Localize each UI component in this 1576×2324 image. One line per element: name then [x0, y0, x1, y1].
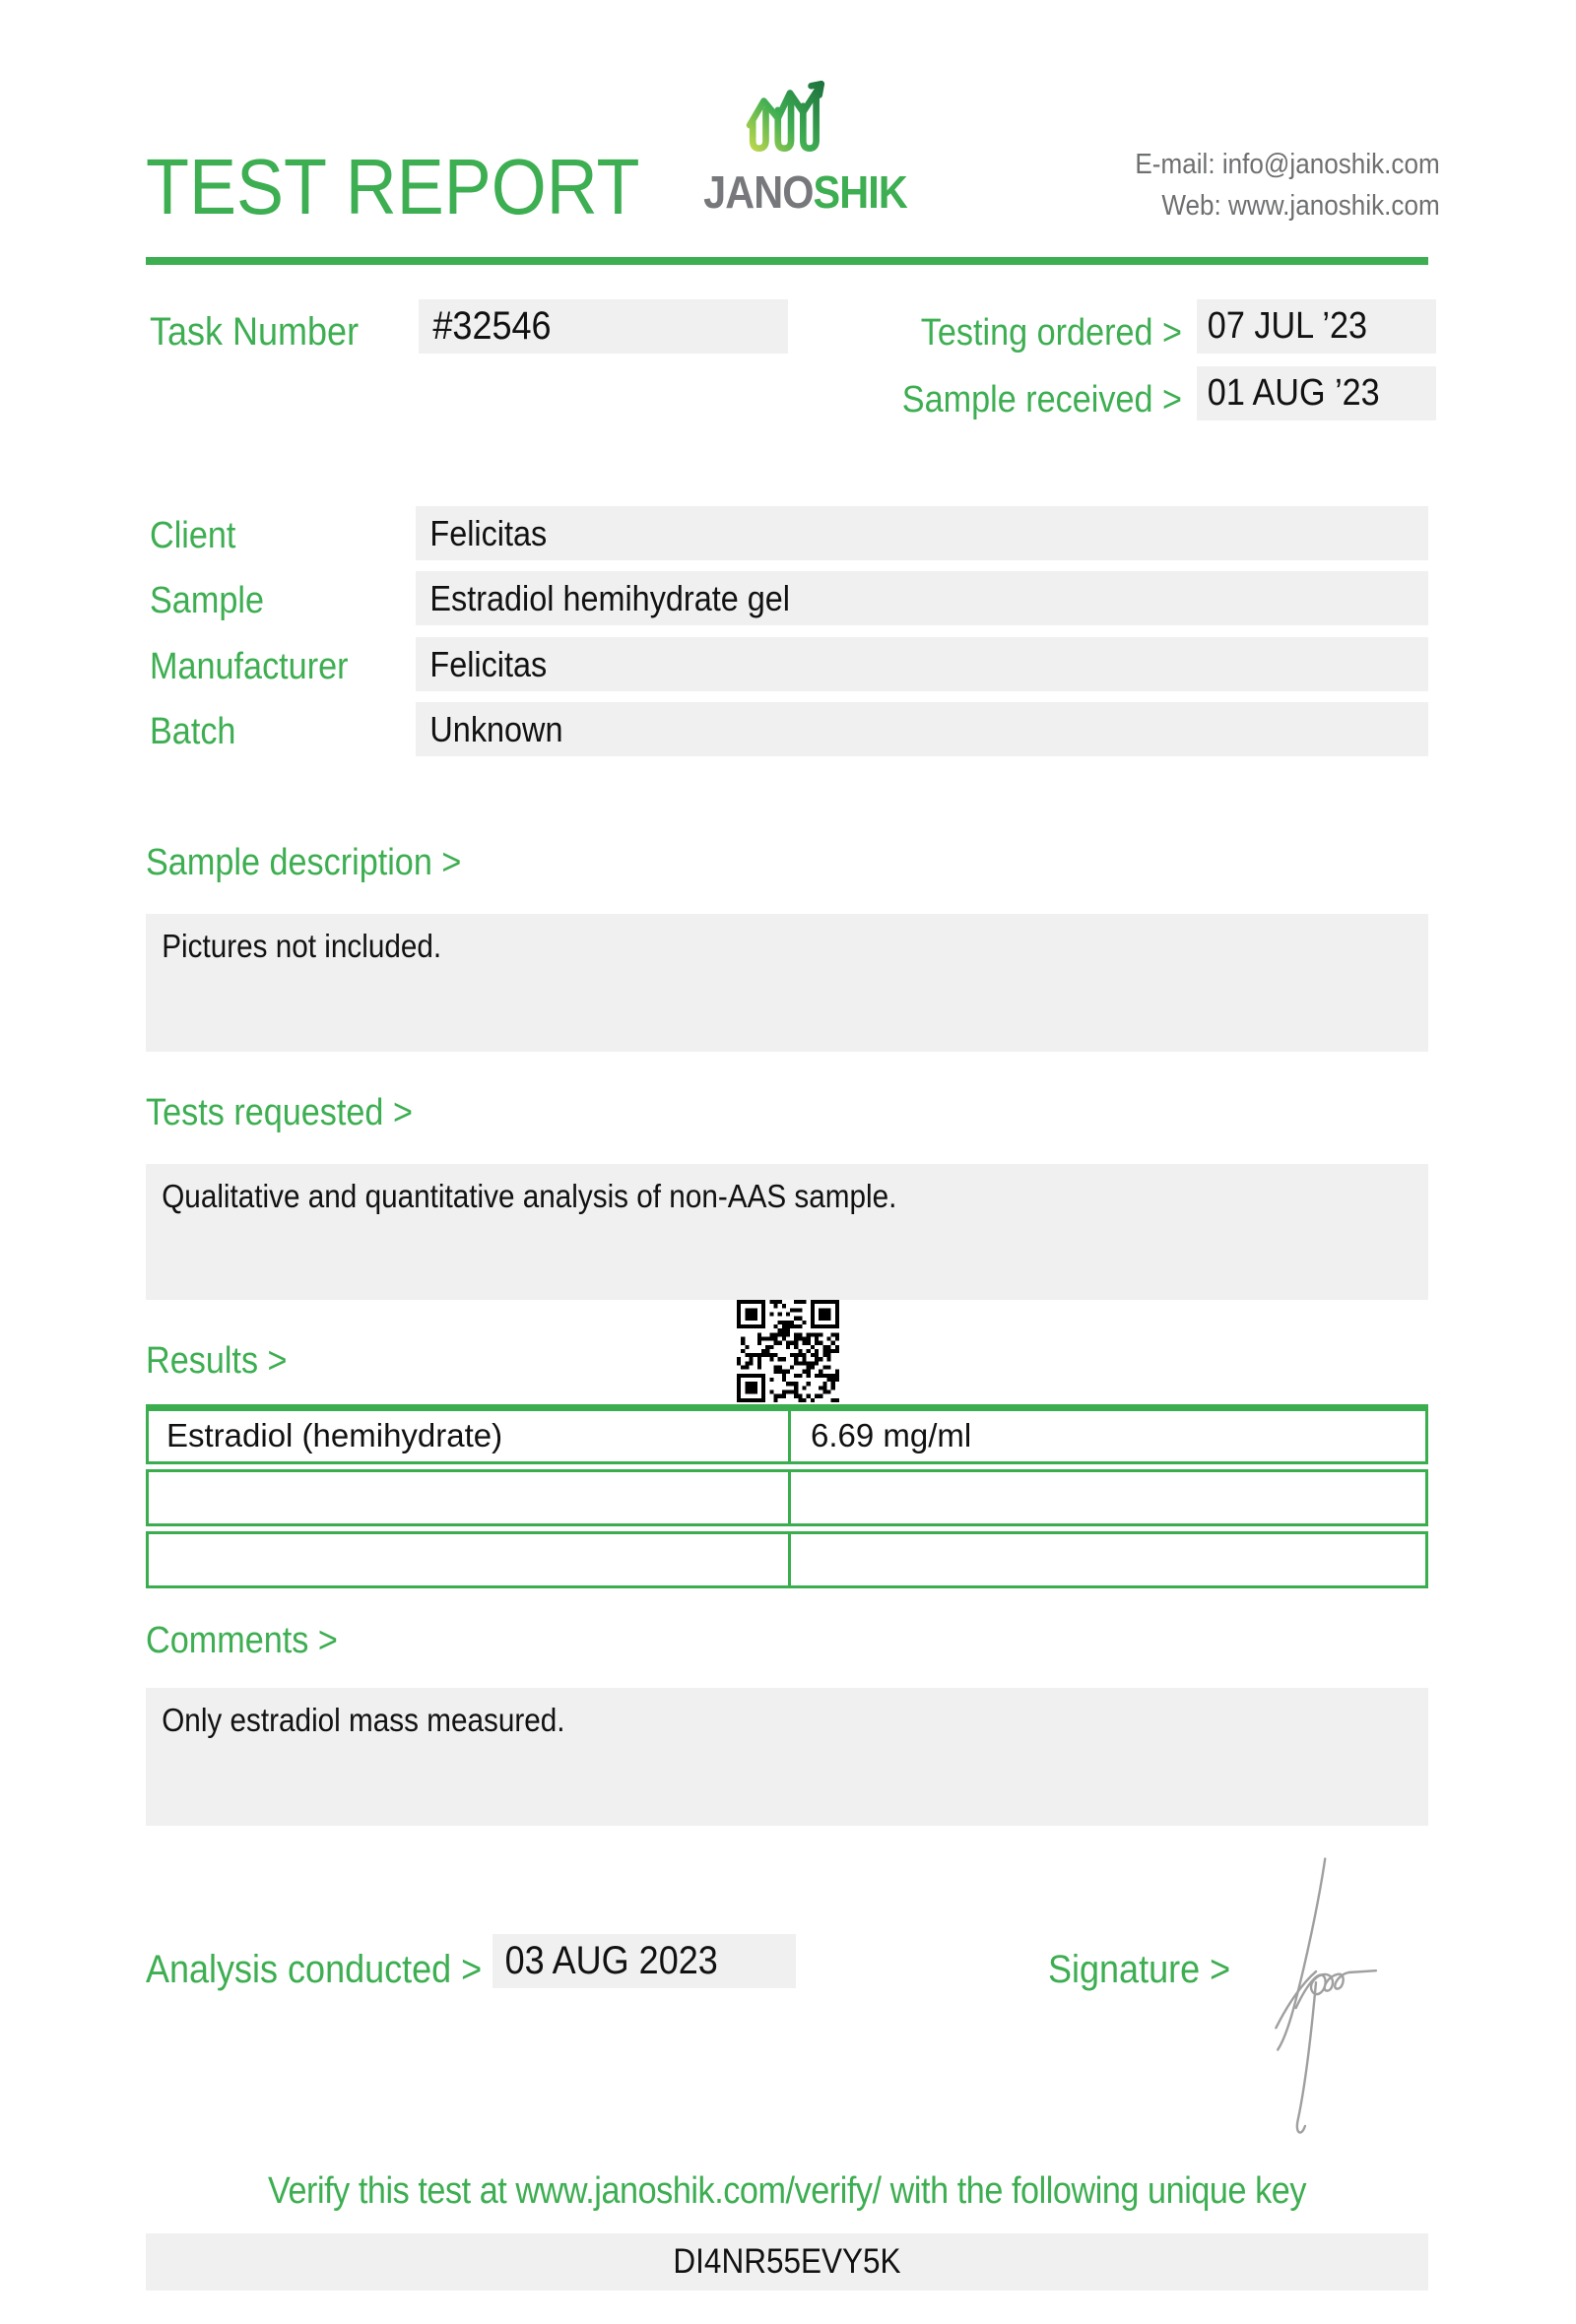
sample-description-heading: Sample description >	[146, 842, 462, 883]
verify-key-value: DI4NR55EVY5K	[673, 2242, 901, 2281]
table-cell-result: 6.69 mg/ml	[811, 1417, 972, 1453]
tests-requested-box	[146, 1164, 1428, 1300]
info-value-batch: Unknown	[429, 709, 563, 749]
table-row	[146, 1469, 1428, 1526]
table-row	[146, 1531, 1428, 1588]
sample-description-text: Pictures not included.	[162, 928, 442, 964]
table-cell-analyte: Estradiol (hemihydrate)	[149, 1411, 791, 1461]
signature-label: Signature >	[1048, 1948, 1231, 1991]
contact-email: E-mail: info@janoshik.com	[1135, 149, 1440, 180]
table-cell-analyte	[149, 1534, 791, 1585]
table-row	[146, 1404, 1428, 1464]
tests-requested-text: Qualitative and quantitative analysis of non-AAS sample.	[162, 1178, 897, 1214]
qr-code	[737, 1300, 839, 1402]
info-label-client: Client	[150, 515, 236, 556]
verify-key-box	[146, 2233, 1428, 2291]
analysis-date-box	[492, 1934, 796, 1988]
page-title: TEST REPORT	[146, 143, 640, 230]
logo-chart-icon	[745, 77, 833, 158]
info-label-batch: Batch	[150, 711, 236, 752]
results-heading: Results >	[146, 1340, 288, 1382]
task-number-label: Task Number	[150, 310, 360, 354]
table-cell-result	[791, 1534, 1425, 1585]
sample-received-value: 01 AUG ’23	[1207, 372, 1380, 414]
task-number-box	[419, 299, 788, 354]
info-box-batch	[416, 702, 1428, 756]
info-box-sample	[416, 571, 1428, 625]
table-cell-result	[791, 1472, 1425, 1523]
sample-description-box	[146, 914, 1428, 1052]
comments-box	[146, 1688, 1428, 1826]
table-cell-analyte	[149, 1472, 791, 1523]
sample-received-label: Sample received >	[901, 379, 1182, 420]
signature-image	[1269, 1853, 1387, 2139]
info-label-manufacturer: Manufacturer	[150, 646, 349, 687]
info-value-client: Felicitas	[429, 513, 548, 553]
contact-web: Web: www.janoshik.com	[1161, 190, 1440, 223]
contact-block	[1136, 144, 1440, 226]
verify-instruction: Verify this test at www.janoshik.com/verify/ with the following unique key	[267, 2170, 1306, 2212]
header-rule	[146, 257, 1428, 265]
info-label-sample: Sample	[150, 580, 264, 621]
sample-received-box	[1197, 366, 1436, 420]
info-box-client	[416, 506, 1428, 560]
testing-ordered-box	[1197, 299, 1436, 354]
task-number-value: #32546	[432, 304, 552, 348]
comments-text: Only estradiol mass measured.	[162, 1702, 565, 1738]
info-box-manufacturer	[416, 637, 1428, 691]
info-value-sample: Estradiol hemihydrate gel	[429, 578, 790, 618]
tests-requested-heading: Tests requested >	[146, 1092, 413, 1133]
logo-wordmark-green: SHIK	[813, 166, 907, 218]
logo-wordmark-gray: JANO	[703, 166, 814, 218]
comments-heading: Comments >	[146, 1620, 338, 1661]
logo-wordmark	[692, 166, 919, 218]
testing-ordered-label: Testing ordered >	[920, 312, 1182, 354]
analysis-date-value: 03 AUG 2023	[504, 1939, 718, 1982]
testing-ordered-value: 07 JUL ’23	[1207, 305, 1368, 347]
analysis-conducted-label: Analysis conducted >	[146, 1948, 483, 1991]
info-value-manufacturer: Felicitas	[429, 644, 548, 684]
